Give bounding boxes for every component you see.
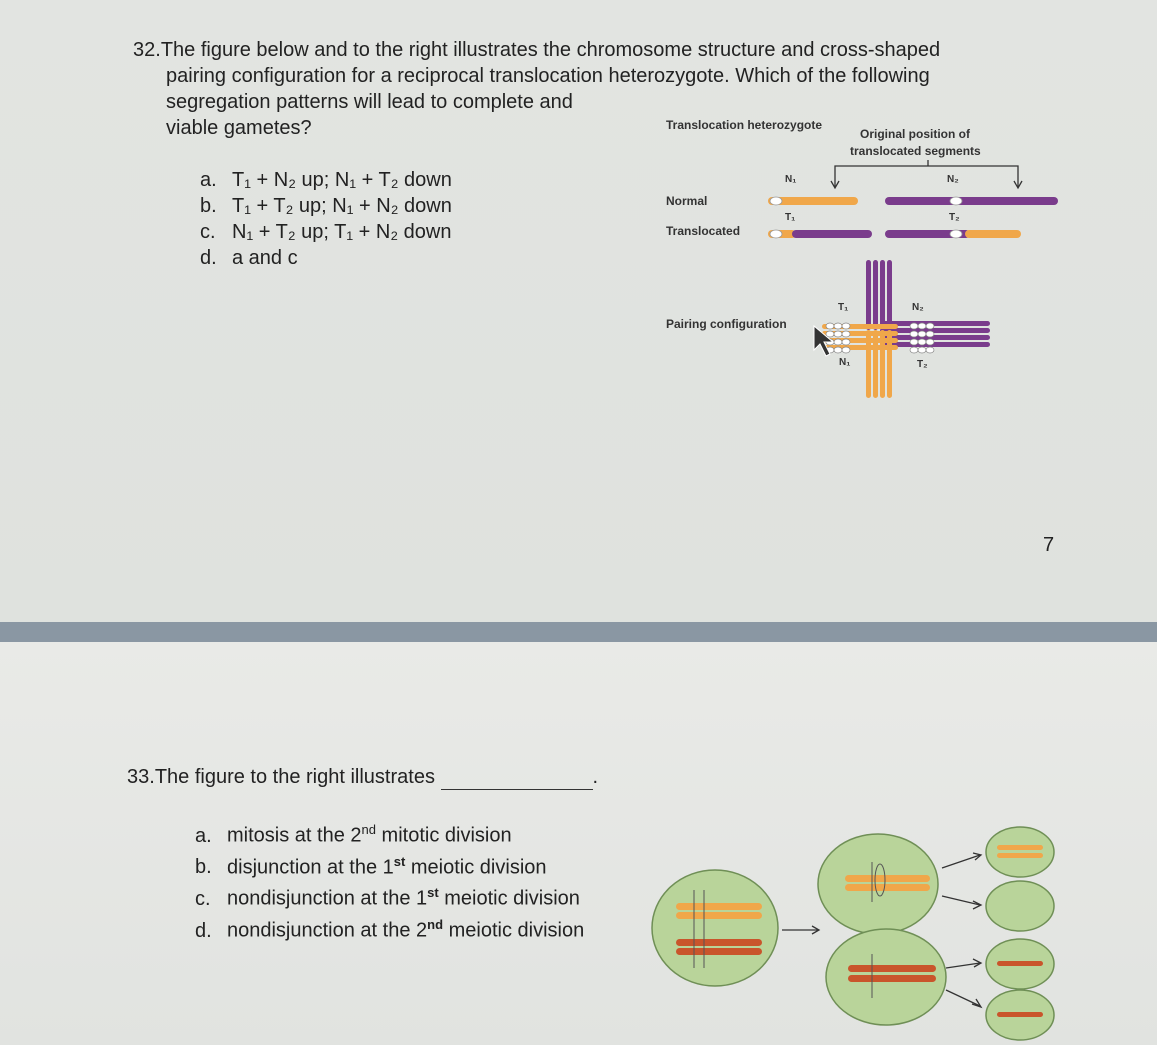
question-32-number: 32. <box>133 39 161 61</box>
question-32-line-1: The figure below and to the right illustrates the chromosome structure and cross-shaped <box>160 39 941 61</box>
translocated-label: Translocated <box>666 224 741 238</box>
question-32-line-4: viable gametes? <box>166 117 312 139</box>
label-n2-top: N₂ <box>947 174 959 185</box>
chromosome-n1 <box>768 197 858 205</box>
label-t1-cross: T₁ <box>838 302 849 313</box>
label-n1-cross: N₁ <box>839 357 851 368</box>
question-32-line-2: pairing configuration for a reciprocal translocation heterozygote. Which of the following <box>166 65 930 87</box>
option-33a[interactable]: a. mitosis at the 2nd mitotic division <box>195 822 512 847</box>
normal-label: Normal <box>666 194 708 208</box>
label-n1-top: N₁ <box>785 174 797 185</box>
label-t1-top: T₁ <box>785 212 796 223</box>
question-33-stem: The figure to the right illustrates <box>154 766 435 788</box>
question-33-end: . <box>592 766 599 788</box>
option-32b[interactable]: b. T₁ + T₂ up; N₁ + N₂ down <box>200 195 452 217</box>
figure-33-graphic <box>652 827 1054 1040</box>
label-t2-top: T₂ <box>949 212 960 223</box>
question-33-options <box>195 817 584 944</box>
option-33d[interactable]: d. nondisjunction at the 2nd meiotic division <box>195 916 585 942</box>
chromosome-n2 <box>885 197 1058 205</box>
original-position-label-2: translocated segments <box>850 144 981 158</box>
option-32d[interactable]: d. a and c <box>200 247 298 269</box>
figure-title: Translocation heterozygote <box>666 118 823 132</box>
question-33-number: 33. <box>127 766 155 788</box>
option-32c[interactable]: c. N₁ + T₂ up; T₁ + N₂ down <box>200 221 452 243</box>
chromosome-t2 <box>885 230 1021 238</box>
question-32-line-3: segregation patterns will lead to complete and <box>166 91 573 113</box>
pairing-configuration-label: Pairing configuration <box>666 317 787 331</box>
chromosome-t1 <box>768 230 872 238</box>
original-position-bracket <box>831 160 1022 188</box>
option-33b[interactable]: b. disjunction at the 1st meiotic division <box>195 853 547 879</box>
page-number: 7 <box>1043 534 1055 556</box>
option-32a[interactable]: a. T₁ + N₂ up; N₁ + T₂ down <box>200 169 452 191</box>
original-position-label-1: Original position of <box>860 127 970 141</box>
question-33 <box>127 764 598 790</box>
option-33c[interactable]: c. nondisjunction at the 1st meiotic division <box>195 885 580 910</box>
label-t2-cross: T₂ <box>917 359 928 370</box>
pairing-cross <box>822 260 990 398</box>
label-n2-cross: N₂ <box>912 302 924 313</box>
answer-blank <box>441 769 593 790</box>
